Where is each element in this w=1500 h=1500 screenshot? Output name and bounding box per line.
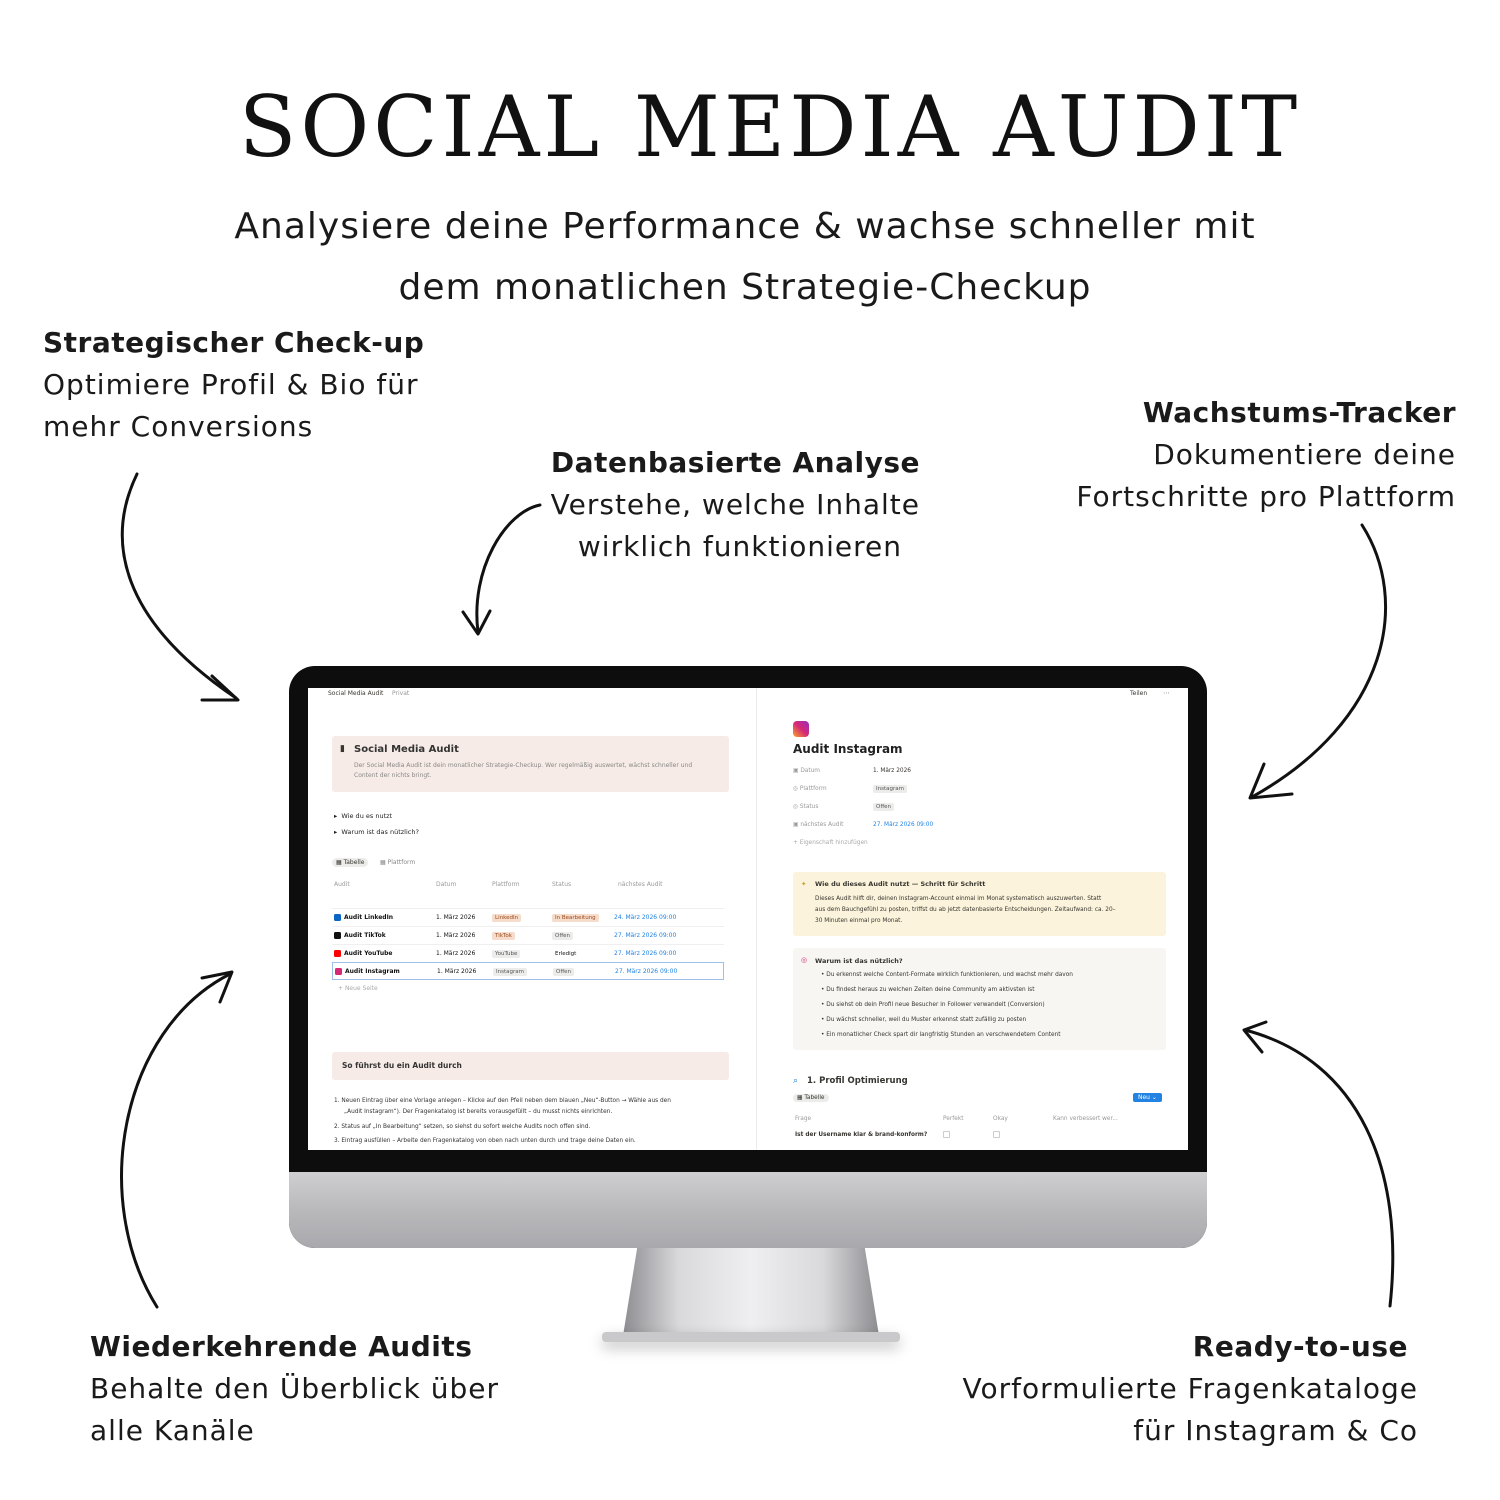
arrow-growth bbox=[1252, 525, 1386, 797]
usage-callout bbox=[793, 872, 1166, 936]
perfect-checkbox[interactable] bbox=[943, 1131, 950, 1138]
row-date: 1. März 2026 bbox=[436, 950, 476, 957]
row-platform: Instagram bbox=[493, 968, 527, 976]
col-status: Status bbox=[552, 881, 572, 888]
row-date: 1. März 2026 bbox=[436, 932, 476, 939]
prop-next-label-text: nächstes Audit bbox=[800, 822, 844, 828]
table-row[interactable] bbox=[332, 908, 724, 926]
monitor-stand-base bbox=[602, 1332, 900, 1342]
feature-data-title: Datenbasierte Analyse bbox=[550, 446, 920, 479]
hero-title: SOCIAL MEDIA AUDIT bbox=[238, 78, 1302, 176]
feature-ready-line2: für Instagram & Co bbox=[1133, 1414, 1418, 1447]
target-icon: ◎ bbox=[801, 956, 808, 964]
feature-growth-title: Wachstums-Tracker bbox=[1142, 396, 1456, 429]
table-row[interactable] bbox=[332, 962, 724, 980]
benefits-title: Warum ist das nützlich? bbox=[815, 957, 903, 965]
prop-status-label: ◎ Status bbox=[793, 804, 819, 810]
youtube-icon bbox=[334, 950, 341, 957]
arrow-data bbox=[477, 505, 540, 632]
intro-callout bbox=[332, 736, 729, 792]
feature-recurring-line1: Behalte den Überblick über bbox=[90, 1372, 499, 1405]
row-name: Audit Instagram bbox=[345, 968, 400, 975]
step-1b: „Audit Instagram“). Der Fragenkatalog ist bereits vorausgefüllt – du musst nichts einrichten. bbox=[344, 1109, 613, 1115]
app-screen bbox=[308, 688, 1188, 1150]
row-status: Offen bbox=[553, 968, 574, 976]
tab-table-label: Tabelle bbox=[343, 859, 365, 866]
prop-date-label: ▣ Datum bbox=[793, 768, 820, 774]
row-date: 1. März 2026 bbox=[436, 914, 476, 921]
row-next: 27. März 2026 09:00 bbox=[615, 968, 678, 975]
row-date: 1. März 2026 bbox=[437, 968, 477, 975]
question-row[interactable]: Ist der Username klar & brand-konform? bbox=[795, 1132, 928, 1138]
lightbulb-icon: ✦ bbox=[801, 880, 807, 888]
section-tab-table-label: Tabelle bbox=[804, 1095, 825, 1101]
row-status: Erledigt bbox=[555, 951, 577, 957]
prop-date-value[interactable]: 1. März 2026 bbox=[873, 768, 911, 774]
benefit-3-text: Du siehst ob dein Profil neue Besucher in Follower verwandelt (Conversion) bbox=[826, 1002, 1045, 1008]
benefit-2: • Du findest heraus zu welchen Zeiten deine Community am aktivsten ist bbox=[821, 987, 1035, 993]
add-property-label: Eigenschaft hinzufügen bbox=[799, 840, 868, 846]
callout-text2: Content der nichts bringt. bbox=[354, 772, 432, 779]
row-next: 24. März 2026 09:00 bbox=[614, 914, 677, 921]
prop-platform-value[interactable]: Instagram bbox=[873, 785, 907, 793]
benefit-2-text: Du findest heraus zu welchen Zeiten deine Community am aktivsten ist bbox=[826, 987, 1035, 993]
monitor bbox=[289, 666, 1207, 1248]
tiktok-icon bbox=[334, 932, 341, 939]
okay-checkbox[interactable] bbox=[993, 1131, 1000, 1138]
new-page-label: Neue Seite bbox=[344, 985, 378, 992]
benefits-callout bbox=[793, 948, 1166, 1050]
hero-subtitle-line1: Analysiere deine Performance & wachse schneller mit bbox=[234, 206, 1256, 247]
new-entry-label: Neu bbox=[1138, 1094, 1150, 1101]
prop-platform-label: ◎ Plattform bbox=[793, 786, 827, 792]
howto-title: So führst du ein Audit durch bbox=[342, 1061, 462, 1070]
feature-ready-title: Ready-to-use bbox=[1192, 1330, 1408, 1363]
instagram-icon bbox=[335, 968, 342, 975]
table-row[interactable] bbox=[332, 944, 724, 962]
feature-data-line1: Verstehe, welche Inhalte bbox=[550, 488, 920, 521]
howto-callout bbox=[332, 1052, 729, 1080]
prop-status-value[interactable]: Offen bbox=[873, 803, 894, 811]
toggle-how-to[interactable]: ▸ Wie du es nutzt bbox=[334, 812, 393, 820]
prop-status-label-text: Status bbox=[799, 804, 819, 810]
right-pane bbox=[756, 688, 1188, 1150]
row-name: Audit LinkedIn bbox=[344, 914, 394, 921]
table-header bbox=[332, 876, 724, 890]
search-icon: ⌕ bbox=[793, 1076, 799, 1086]
chart-icon: ▮ bbox=[340, 744, 345, 754]
feature-growth-line2: Fortschritte pro Plattform bbox=[1076, 480, 1456, 513]
instagram-page-icon bbox=[793, 721, 809, 737]
feature-data-line2: wirklich funktionieren bbox=[577, 530, 902, 563]
breadcrumb[interactable]: Social Media Audit bbox=[328, 690, 384, 697]
col-audit: Audit bbox=[334, 881, 350, 888]
step-1: 1. Neuen Eintrag über eine Vorlage anlegen – Klicke auf den Pfeil neben dem blauen „Neu“-Button → Wähle aus den bbox=[334, 1098, 671, 1104]
row-status: Offen bbox=[552, 932, 573, 940]
prop-date-label-text: Datum bbox=[800, 768, 820, 774]
row-next: 27. März 2026 09:00 bbox=[614, 950, 677, 957]
hero-subtitle-line2: dem monatlichen Strategie-Checkup bbox=[398, 267, 1092, 308]
feature-strategic-title: Strategischer Check-up bbox=[43, 326, 425, 359]
row-name: Audit TikTok bbox=[344, 932, 386, 939]
new-page-button[interactable]: + Neue Seite bbox=[338, 985, 378, 992]
benefit-1-text: Du erkennst welche Content-Formate wirklich funktionieren, und wachst mehr davon bbox=[826, 972, 1073, 978]
monitor-chin bbox=[289, 1172, 1207, 1248]
linkedin-icon bbox=[334, 914, 341, 921]
benefit-4: • Du wächst schneller, weil du Muster erkennst statt zufällig zu posten bbox=[821, 1017, 1027, 1023]
col-platform: Plattform bbox=[492, 881, 520, 888]
tab-table[interactable]: ▦ Tabelle bbox=[332, 858, 368, 867]
feature-recurring-line2: alle Kanäle bbox=[90, 1414, 255, 1447]
toggle-how-to-label: Wie du es nutzt bbox=[341, 812, 393, 820]
page-title: Audit Instagram bbox=[793, 742, 903, 756]
q-col-question: Frage bbox=[795, 1116, 812, 1122]
benefit-5: • Ein monatlicher Check spart dir langfristig Stunden an verschwendetem Content bbox=[821, 1032, 1061, 1038]
feature-ready-line1: Vorformulierte Fragenkataloge bbox=[962, 1372, 1418, 1405]
tab-platform[interactable]: ▦ Plattform bbox=[380, 859, 416, 866]
prop-next-label: ▣ nächstes Audit bbox=[793, 822, 844, 828]
usage-line1: Dieses Audit hilft dir, deinen Instagram-Account einmal im Monat systematisch auszuwerten. Statt bbox=[815, 896, 1102, 902]
section-title: 1. Profil Optimierung bbox=[807, 1076, 908, 1086]
row-platform: YouTube bbox=[492, 950, 520, 958]
col-next-audit: nächstes Audit bbox=[618, 881, 663, 888]
arrow-strategic bbox=[122, 474, 236, 698]
step-3: 3. Eintrag ausfüllen – Arbeite den Fragenkatalog von oben nach unten durch und trage deine Daten ein. bbox=[334, 1138, 636, 1144]
row-next: 27. März 2026 09:00 bbox=[614, 932, 677, 939]
row-name: Audit YouTube bbox=[344, 950, 393, 957]
row-platform: LinkedIn bbox=[492, 914, 521, 922]
benefit-5-text: Ein monatlicher Check spart dir langfristig Stunden an verschwendetem Content bbox=[826, 1032, 1061, 1038]
prop-platform-label-text: Plattform bbox=[799, 786, 827, 792]
usage-title: Wie du dieses Audit nutzt — Schritt für Schritt bbox=[815, 880, 986, 888]
feature-strategic-line1: Optimiere Profil & Bio für bbox=[43, 368, 419, 401]
toggle-why[interactable]: ▸ Warum ist das nützlich? bbox=[334, 828, 419, 836]
benefit-4-text: Du wächst schneller, weil du Muster erkennst statt zufällig zu posten bbox=[826, 1017, 1027, 1023]
q-col-perfect: Perfekt bbox=[943, 1116, 964, 1122]
usage-line2: aus dem Bauchgefühl zu posten, triffst du ab jetzt datenbasierte Entscheidungen. Zeitaufwand: ca. 20– bbox=[815, 907, 1116, 913]
tab-platform-label: Plattform bbox=[387, 859, 416, 866]
new-entry-button[interactable]: Neu ⌄ bbox=[1133, 1093, 1162, 1102]
row-status: In Bearbeitung bbox=[552, 914, 599, 922]
add-property-button[interactable]: + Eigenschaft hinzufügen bbox=[793, 840, 868, 846]
privacy-label[interactable]: Privat bbox=[392, 690, 410, 697]
feature-recurring-title: Wiederkehrende Audits bbox=[90, 1330, 473, 1363]
left-pane bbox=[308, 700, 755, 1150]
q-col-okay: Okay bbox=[993, 1116, 1008, 1122]
usage-line3: 30 Minuten einmal pro Monat. bbox=[815, 918, 903, 924]
toggle-why-label: Warum ist das nützlich? bbox=[341, 828, 419, 836]
callout-text1: Der Social Media Audit ist dein monatlicher Strategie-Checkup. Wer regelmäßig auswertet, wächst schneller und bbox=[354, 762, 693, 769]
more-options-icon[interactable]: ⋯ bbox=[1163, 689, 1170, 697]
section-tab-table[interactable]: ▦ Tabelle bbox=[793, 1094, 829, 1102]
arrow-ready bbox=[1245, 1030, 1393, 1306]
prop-next-value[interactable]: 27. März 2026 09:00 bbox=[873, 822, 934, 828]
q-col-improve: Kann verbessert wer... bbox=[1053, 1116, 1118, 1122]
callout-title: Social Media Audit bbox=[354, 744, 459, 755]
monitor-stand bbox=[622, 1246, 880, 1342]
benefit-3: • Du siehst ob dein Profil neue Besucher in Follower verwandelt (Conversion) bbox=[821, 1002, 1045, 1008]
row-platform: TikTok bbox=[492, 932, 515, 940]
col-date: Datum bbox=[436, 881, 457, 888]
feature-growth-line1: Dokumentiere deine bbox=[1153, 438, 1456, 471]
benefit-1: • Du erkennst welche Content-Formate wirklich funktionieren, und wachst mehr davon bbox=[821, 972, 1073, 978]
share-button[interactable]: Teilen bbox=[1130, 690, 1148, 697]
step-2: 2. Status auf „In Bearbeitung“ setzen, so siehst du sofort welche Audits noch offen sind. bbox=[334, 1124, 591, 1130]
feature-strategic-line2: mehr Conversions bbox=[43, 410, 314, 443]
table-row[interactable] bbox=[332, 926, 724, 944]
arrow-recurring bbox=[122, 974, 230, 1307]
